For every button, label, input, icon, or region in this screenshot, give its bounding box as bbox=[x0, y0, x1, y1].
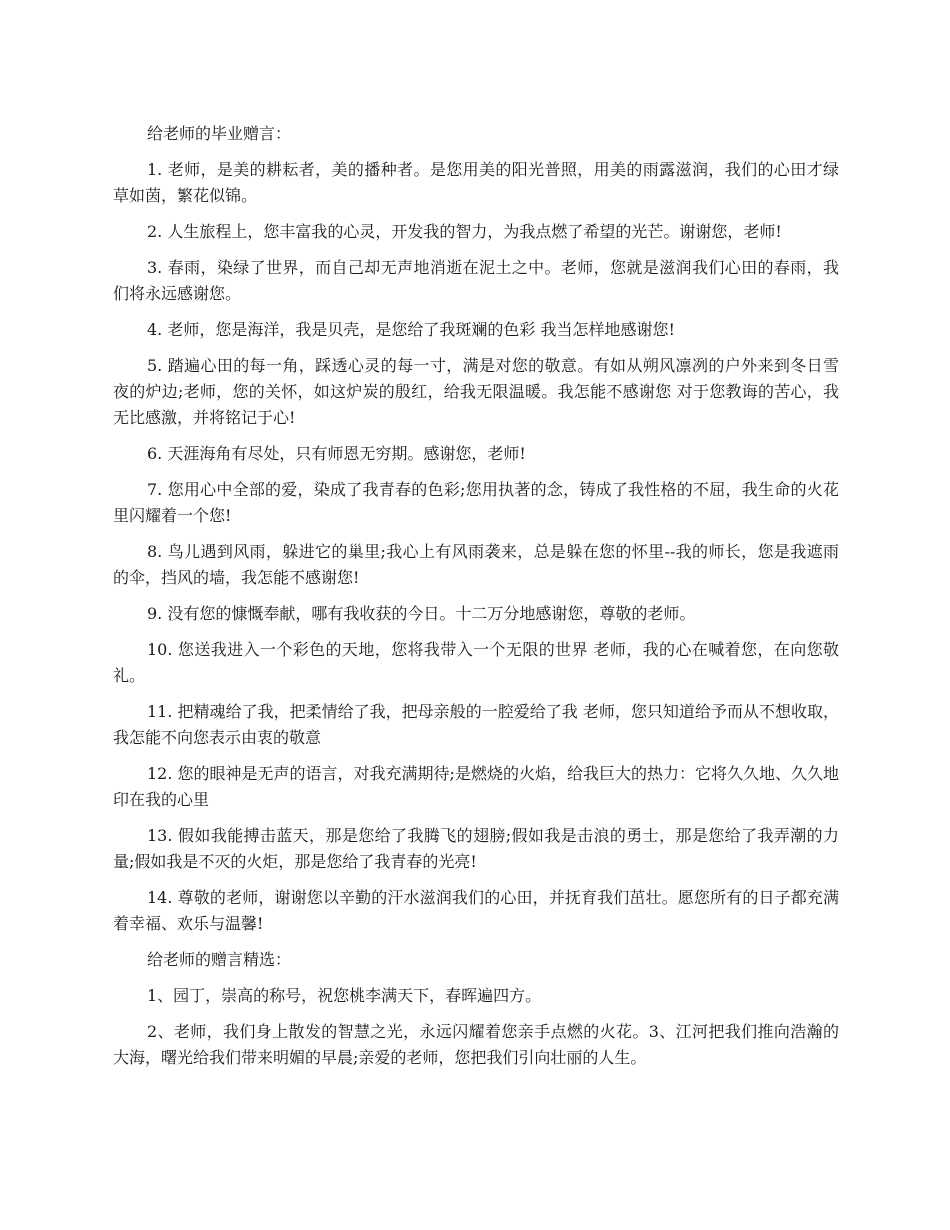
list-item: 1. 老师，是美的耕耘者，美的播种者。是您用美的阳光普照，用美的雨露滋润，我们的心田才绿草如茵，繁花似锦。 bbox=[113, 160, 839, 205]
list-item: 2、老师，我们身上散发的智慧之光，永远闪耀着您亲手点燃的火花。3、江河把我们推向浩瀚的大海，曙光给我们带来明媚的早晨;亲爱的老师，您把我们引向壮丽的人生。 bbox=[113, 1022, 839, 1067]
list-item: 4. 老师，您是海洋，我是贝壳，是您给了我斑斓的色彩 我当怎样地感谢您! bbox=[147, 320, 675, 339]
list-item: 7. 您用心中全部的爱，染成了我青春的色彩;您用执著的念，铸成了我性格的不屈，我生命的火花里闪耀着一个您! bbox=[113, 480, 839, 525]
list-item: 11. 把精魂给了我，把柔情给了我，把母亲般的一腔爱给了我 老师，您只知道给予而从不想收取，我怎能不向您表示由衷的敬意 bbox=[113, 702, 839, 747]
section-heading: 给老师的赠言精选： bbox=[147, 950, 292, 969]
section-heading: 给老师的毕业赠言： bbox=[147, 124, 292, 143]
list-item: 9. 没有您的慷慨奉献，哪有我收获的今日。十二万分地感谢您，尊敬的老师。 bbox=[147, 604, 696, 623]
list-item: 1、园丁，崇高的称号，祝您桃李满天下，春晖遍四方。 bbox=[147, 986, 542, 1005]
list-item: 3. 春雨，染绿了世界，而自己却无声地消逝在泥土之中。老师，您就是滋润我们心田的春雨，我们将永远感谢您。 bbox=[113, 258, 839, 303]
list-item: 10. 您送我进入一个彩色的天地，您将我带入一个无限的世界 老师，我的心在喊着您，在向您敬礼。 bbox=[113, 640, 839, 685]
list-item: 6. 天涯海角有尽处，只有师恩无穷期。感谢您，老师! bbox=[147, 444, 526, 463]
list-item: 2. 人生旅程上，您丰富我的心灵，开发我的智力，为我点燃了希望的光芒。谢谢您，老师! bbox=[147, 222, 782, 241]
document-body bbox=[113, 121, 839, 1081]
list-item: 8. 鸟儿遇到风雨，躲进它的巢里;我心上有风雨袭来，总是躲在您的怀里--我的师长，您是我遮雨的伞，挡风的墙，我怎能不感谢您! bbox=[113, 542, 839, 587]
list-item: 12. 您的眼神是无声的语言，对我充满期待;是燃烧的火焰，给我巨大的热力：它将久久地、久久地印在我的心里 bbox=[113, 764, 839, 809]
list-item: 14. 尊敬的老师，谢谢您以辛勤的汗水滋润我们的心田，并抚育我们茁壮。愿您所有的日子都充满着幸福、欢乐与温馨! bbox=[113, 888, 839, 933]
list-item: 13. 假如我能搏击蓝天，那是您给了我腾飞的翅膀;假如我是击浪的勇士，那是您给了我弄潮的力量;假如我是不灭的火炬，那是您给了我青春的光亮! bbox=[113, 826, 839, 871]
list-item: 5. 踏遍心田的每一角，踩透心灵的每一寸，满是对您的敬意。有如从朔风凛冽的户外来到冬日雪夜的炉边;老师，您的关怀，如这炉炭的殷红，给我无限温暖。我怎能不感谢您 对于您教诲的苦心，我无比感激，并将铭记于心! bbox=[113, 356, 839, 427]
